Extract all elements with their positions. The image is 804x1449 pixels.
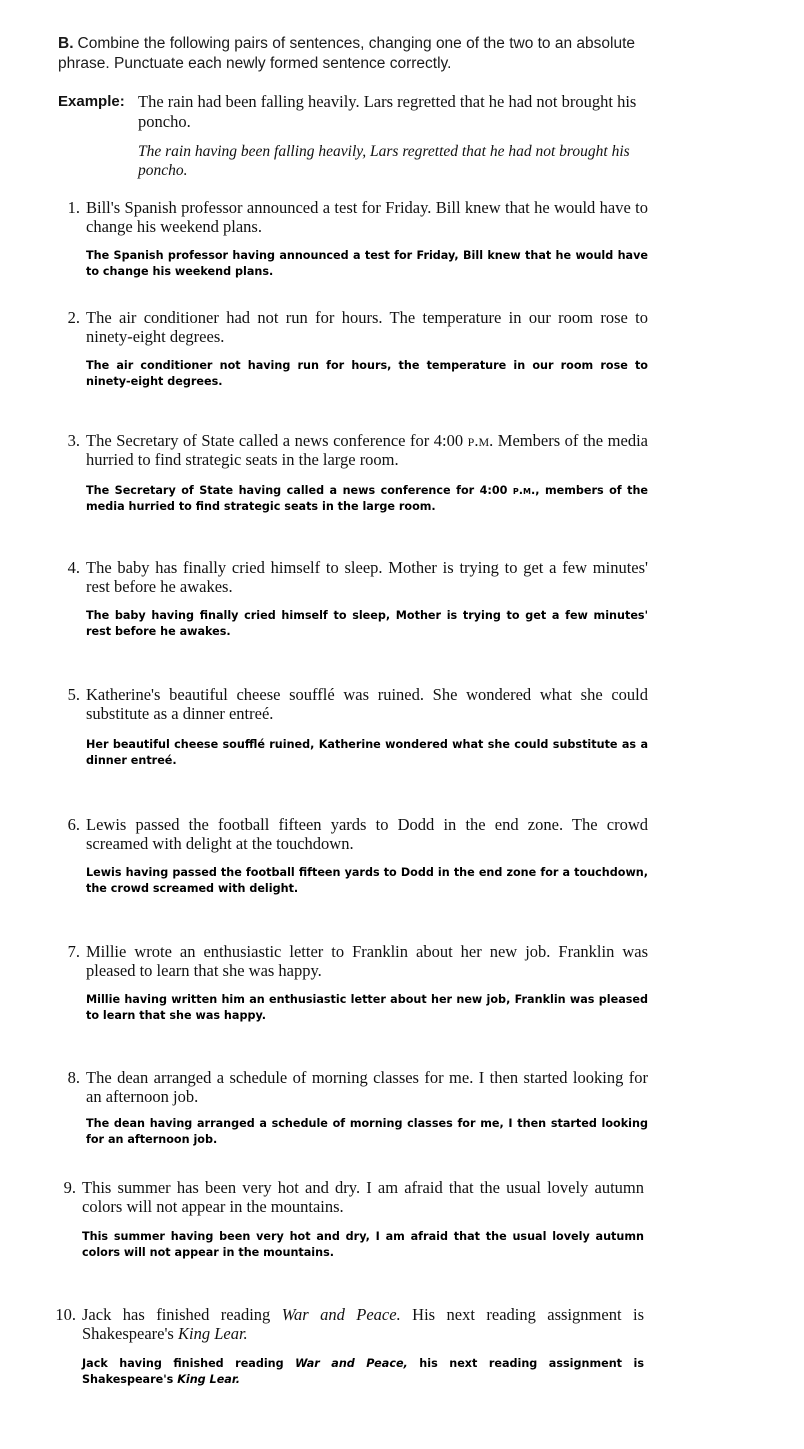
item-sentence: Millie wrote an enthusiastic letter to Franklin about her new job. Franklin was pleased to learn that she was happy. [86, 942, 648, 980]
answer-part: , members of the media hurried to find strategic seats in the large room. [86, 484, 649, 513]
item-number: 4. [67, 558, 80, 577]
sentence-part: The Secretary of State called a news conference for 4:00 [86, 431, 468, 450]
play-title: King Lear. [177, 1324, 248, 1343]
item-answer: The Spanish professor having announced a test for Friday, Bill knew that he would have to change his weekend plans. [86, 249, 648, 278]
section-label: B. [58, 35, 74, 52]
answer-part: his next reading assignment is Shakespeare's [82, 1357, 645, 1386]
answer-part: Jack having finished reading [82, 1357, 296, 1370]
item-sentence [86, 431, 648, 469]
item-sentence: This summer has been very hot and dry. I am afraid that the usual lovely autumn colors will not appear in the mountains. [82, 1178, 644, 1216]
item-sentence [82, 1305, 644, 1343]
item-number: 2. [67, 308, 80, 327]
example-answer: The rain having been falling heavily, Lars regretted that he had not brought his poncho. [138, 143, 630, 179]
item-answer: The baby having finally cried himself to sleep, Mother is trying to get a few minutes' rest before he awakes. [86, 609, 648, 638]
instructions-text: Combine the following pairs of sentences, changing one of the two to an absolute phrase. Punctuate each newly formed sentence correctly. [58, 35, 636, 72]
item-answer: The air conditioner not having run for hours, the temperature in our room rose to ninety-eight degrees. [86, 359, 648, 388]
item-answer: Millie having written him an enthusiastic letter about her new job, Franklin was pleased to learn that she was happy. [86, 993, 648, 1022]
item-number: 8. [67, 1068, 80, 1087]
example-sentence: The rain had been falling heavily. Lars regretted that he had not brought his poncho. [138, 92, 637, 131]
item-sentence: The dean arranged a schedule of morning classes for me. I then started looking for an afternoon job. [86, 1068, 648, 1106]
answer-part: The Secretary of State having called a news conference for 4:00 [86, 484, 513, 497]
item-answer [82, 1356, 644, 1388]
item-answer: The dean having arranged a schedule of morning classes for me, I then started looking for an afternoon job. [86, 1117, 648, 1146]
item-number: 9. [63, 1178, 76, 1197]
item-number: 7. [67, 942, 80, 961]
item-sentence: The baby has finally cried himself to sleep. Mother is trying to get a few minutes' rest before he awakes. [86, 558, 648, 596]
book-title: War and Peace. [281, 1305, 401, 1324]
item-number: 1. [67, 198, 80, 217]
item-answer: Her beautiful cheese soufflé ruined, Katherine wondered what she could substitute as a dinner entreé. [86, 738, 648, 767]
item-sentence: Bill's Spanish professor announced a test for Friday. Bill knew that he would have to change his weekend plans. [86, 198, 648, 236]
item-number: 5. [67, 685, 80, 704]
item-sentence: Katherine's beautiful cheese soufflé was ruined. She wondered what she could substitute as a dinner entreé. [86, 685, 648, 723]
sentence-part: His next reading assignment is Shakespeare's [82, 1305, 644, 1343]
book-title: War and Peace, [295, 1357, 408, 1370]
item-answer [86, 483, 648, 515]
item-answer: Lewis having passed the football fifteen yards to Dodd in the end zone for a touchdown, the crowd screamed with delight. [86, 866, 648, 895]
example-label: Example: [58, 93, 125, 110]
time-period: p.m. [467, 431, 494, 450]
play-title: King Lear. [177, 1373, 240, 1386]
item-number: 10. [55, 1305, 76, 1324]
item-answer: This summer having been very hot and dry, I am afraid that the usual lovely autumn colors will not appear in the mountains. [82, 1230, 644, 1259]
sentence-part: Jack has finished reading [82, 1305, 282, 1324]
item-sentence: The air conditioner had not run for hours. The temperature in our room rose to ninety-eight degrees. [86, 308, 648, 346]
instructions [58, 34, 658, 74]
sentence-part: Members of the media hurried to find strategic seats in the large room. [86, 431, 648, 469]
time-period: p.m. [512, 484, 536, 497]
item-number: 3. [67, 431, 80, 450]
item-number: 6. [67, 815, 80, 834]
item-sentence: Lewis passed the football fifteen yards to Dodd in the end zone. The crowd screamed with delight at the touchdown. [86, 815, 648, 853]
